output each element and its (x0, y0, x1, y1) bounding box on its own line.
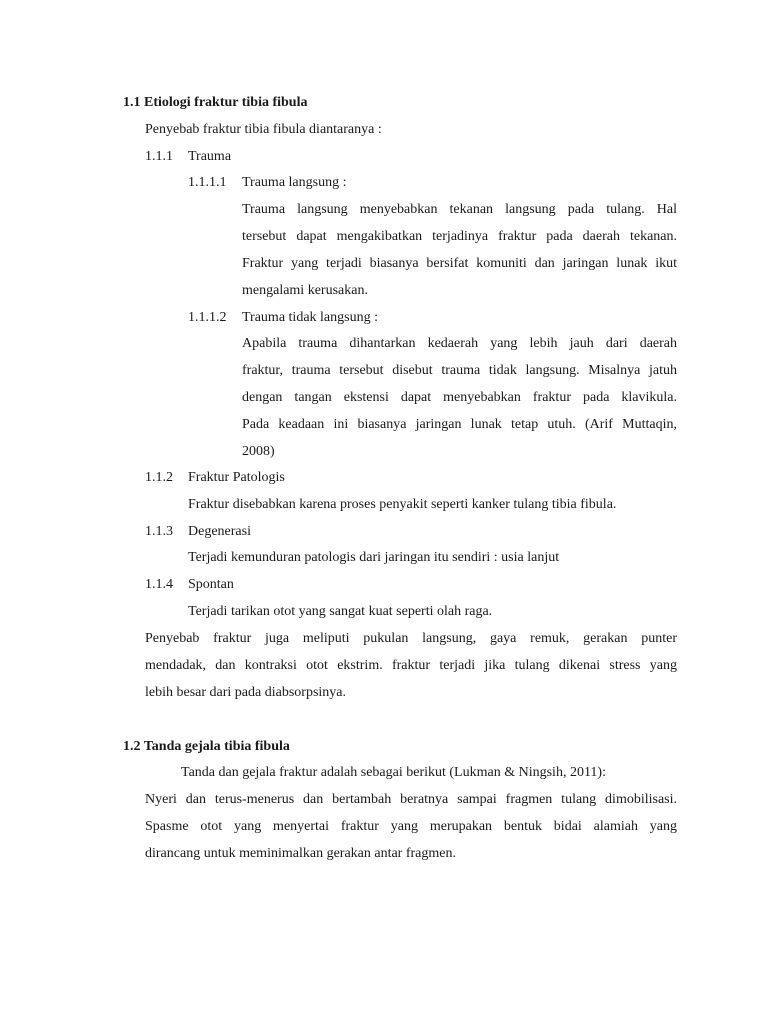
symptom-paragraph-line: dirancang untuk meminimalkan gerakan antar fragmen. (145, 846, 456, 861)
subitem-title-trauma-tidak-langsung: Trauma tidak langsung : (242, 310, 378, 325)
paragraph-line: Pada keadaan ini biasanya jaringan lunak tetap utuh. (Arif Muttaqin, (242, 417, 677, 432)
subitem-title-trauma-langsung: Trauma langsung : (242, 175, 347, 190)
paragraph-line: dengan tangan ekstensi dapat menyebabkan fraktur pada klavikula. (242, 390, 677, 405)
item-text: Fraktur disebabkan karena proses penyakit seperti kanker tulang tibia fibula. (188, 497, 617, 512)
item-title-trauma: Trauma (188, 149, 232, 164)
section-intro: Penyebab fraktur tibia fibula diantaranya : (145, 122, 382, 137)
item-title-degenerasi: Degenerasi (188, 524, 251, 539)
item-number: 1.1.2 (145, 470, 173, 485)
closing-paragraph-line: mendadak, dan kontraksi otot ekstrim. fraktur terjadi jika tulang dikenai stress yang (145, 658, 677, 673)
paragraph-line: Apabila trauma dihantarkan kedaerah yang lebih jauh dari daerah (242, 336, 677, 351)
paragraph-line: tersebut dapat mengakibatkan terjadinya fraktur pada daerah tekanan. (242, 229, 677, 244)
item-number: 1.1.3 (145, 524, 173, 539)
paragraph-line: mengalami kerusakan. (242, 283, 368, 298)
paragraph-line: Trauma langsung menyebabkan tekanan langsung pada tulang. Hal (242, 202, 677, 217)
paragraph-line: fraktur, trauma tersebut disebut trauma tidak langsung. Misalnya jatuh (242, 363, 677, 378)
subitem-number: 1.1.1.2 (188, 310, 227, 325)
item-text: Terjadi kemunduran patologis dari jaringan itu sendiri : usia lanjut (188, 550, 560, 565)
item-number: 1.1.1 (145, 149, 173, 164)
closing-paragraph-line: Penyebab fraktur juga meliputi pukulan langsung, gaya remuk, gerakan punter (145, 631, 677, 646)
closing-paragraph-line: lebih besar dari pada diabsorpsinya. (145, 685, 346, 700)
item-text: Terjadi tarikan otot yang sangat kuat seperti olah raga. (188, 604, 493, 619)
section-heading-tanda-gejala: 1.2 Tanda gejala tibia fibula (123, 739, 290, 754)
paragraph-line: 2008) (242, 444, 275, 459)
subitem-number: 1.1.1.1 (188, 175, 227, 190)
symptom-paragraph-line: Spasme otot yang menyertai fraktur yang merupakan bentuk bidai alamiah yang (145, 819, 677, 834)
paragraph-line: Fraktur yang terjadi biasanya bersifat komuniti dan jaringan lunak ikut (242, 256, 677, 271)
item-title-fraktur-patologis: Fraktur Patologis (188, 470, 285, 485)
section-heading-etiologi: 1.1 Etiologi fraktur tibia fibula (123, 95, 308, 110)
symptom-paragraph-line: Nyeri dan terus-menerus dan bertambah beratnya sampai fragmen tulang dimobilisasi. (145, 792, 677, 807)
item-title-spontan: Spontan (188, 577, 234, 592)
section-intro: Tanda dan gejala fraktur adalah sebagai berikut (Lukman & Ningsih, 2011): (181, 765, 606, 780)
item-number: 1.1.4 (145, 577, 173, 592)
